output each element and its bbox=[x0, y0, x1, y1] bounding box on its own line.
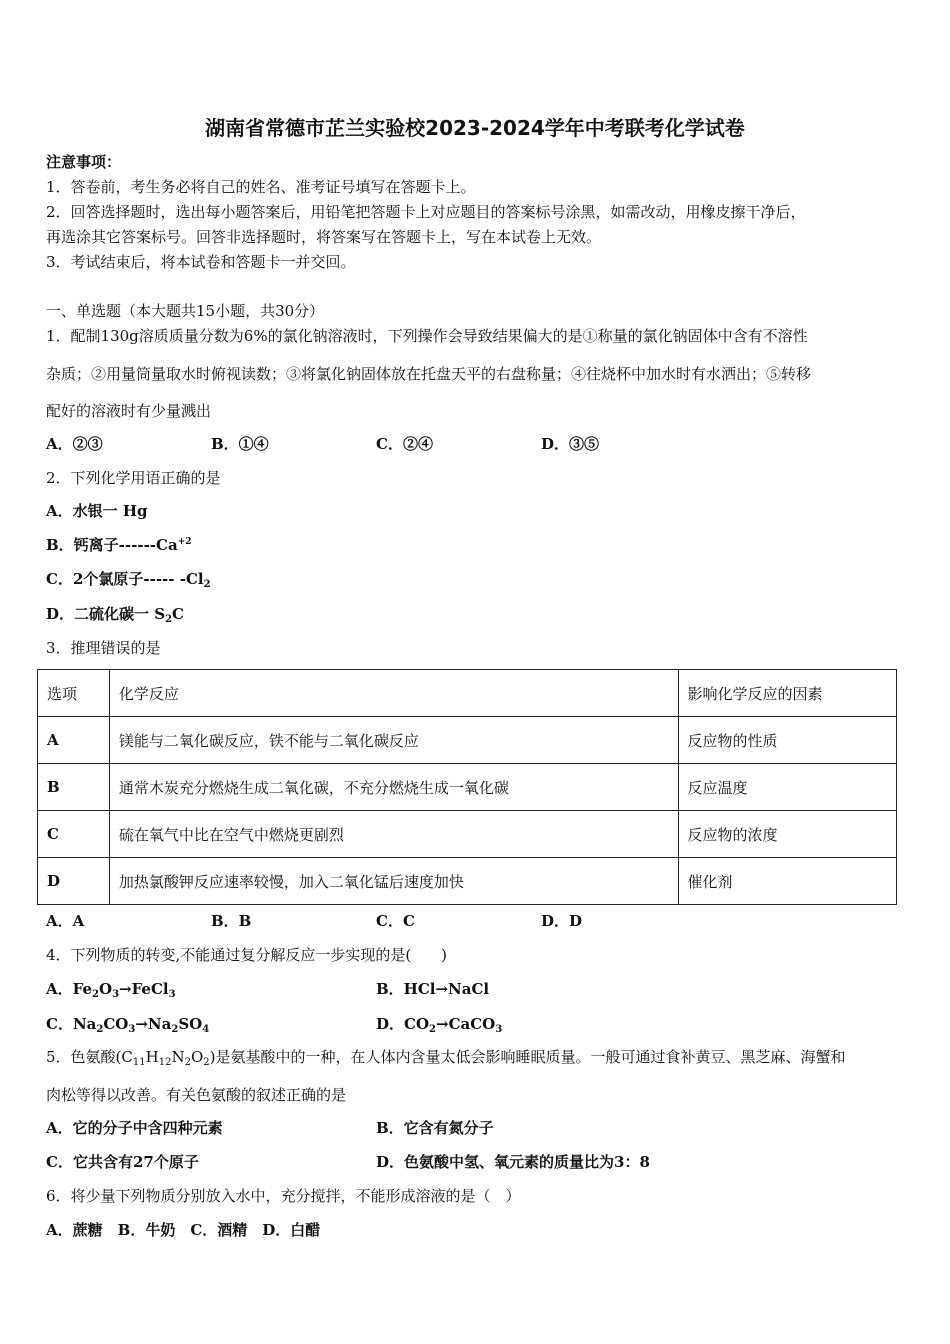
table-cell: 硫在氧气中比在空气中燃烧更剧烈 bbox=[109, 811, 678, 858]
q1-option-c: C．②④ bbox=[376, 435, 433, 453]
q6-stem: 6．将少量下列物质分别放入水中，充分搅拌，不能形成溶液的是（ ） bbox=[46, 1187, 521, 1205]
q6-options: A．蔗糖 B．牛奶 C．酒精 D．白醋 bbox=[46, 1221, 321, 1239]
table-cell: 通常木炭充分燃烧生成二氧化碳，不充分燃烧生成一氧化碳 bbox=[109, 764, 678, 811]
q4-option-d: D．$CO_2\to CaCO_3$ bbox=[376, 1015, 503, 1035]
table-row bbox=[38, 717, 897, 764]
q3-stem: 3．推理错误的是 bbox=[46, 639, 161, 657]
table-row bbox=[38, 858, 897, 905]
table-row bbox=[38, 764, 897, 811]
q2-option-d: D．二硫化碳一 $S_2C$ bbox=[46, 605, 184, 625]
q3-option-d: D．D bbox=[541, 912, 583, 930]
table-cell: B bbox=[38, 764, 110, 811]
q1-stem-line: 1．配制130g溶质质量分数为6%的氯化钠溶液时，下列操作会导致结果偏大的是①称量的氯化钠固体中含有不溶性 bbox=[46, 327, 808, 345]
exam-title: 湖南省常德市芷兰实验校2023-2024学年中考联考化学试卷 bbox=[205, 116, 745, 140]
table-header-cell: 影响化学反应的因素 bbox=[678, 670, 897, 717]
q5-stem: 5．色氨酸$(C_{11}H_{12}N_2O_2)$是氨基酸中的一种，在人体内含量太低会影响睡眠质量。一般可通过食补黄豆、黑芝麻、海蟹和 bbox=[46, 1048, 846, 1068]
table-cell: 镁能与二氧化碳反应，铁不能与二氧化碳反应 bbox=[109, 717, 678, 764]
q1-option-b: B．①④ bbox=[211, 435, 269, 453]
q5-option-c: C．它共含有27个原子 bbox=[46, 1153, 199, 1171]
q1-option-d: D．③⑤ bbox=[541, 435, 600, 453]
q3-table bbox=[37, 669, 897, 905]
table-row bbox=[38, 811, 897, 858]
table-cell: 催化剂 bbox=[678, 858, 897, 905]
q2-option-c: C．2个氯原子----- $-Cl_2$ bbox=[46, 570, 211, 590]
q1-option-a: A．②③ bbox=[46, 435, 103, 453]
table-cell: 加热氯酸钾反应速率较慢，加入二氧化锰后速度加快 bbox=[109, 858, 678, 905]
q1-stem-line: 配好的溶液时有少量溅出 bbox=[46, 402, 212, 420]
notice-item: 1．答卷前，考生务必将自己的姓名、准考证号填写在答题卡上。 bbox=[46, 178, 476, 196]
table-cell: 反应温度 bbox=[678, 764, 897, 811]
q5-option-b: B．它含有氮分子 bbox=[376, 1119, 494, 1137]
q5-option-a: A．它的分子中含四种元素 bbox=[46, 1119, 223, 1137]
table-cell: D bbox=[38, 858, 110, 905]
table-cell: A bbox=[38, 717, 110, 764]
q2-stem: 2．下列化学用语正确的是 bbox=[46, 469, 221, 487]
q4-option-b: B．HCl→NaCl bbox=[376, 980, 490, 998]
q5-stem-line: 肉松等得以改善。有关色氨酸的叙述正确的是 bbox=[46, 1086, 347, 1104]
notice-heading: 注意事项： bbox=[46, 153, 122, 171]
q2-option-a: A．水银一 Hg bbox=[46, 502, 148, 520]
q1-stem-line: 杂质；②用量筒量取水时俯视读数；③将氯化钠固体放在托盘天平的右盘称量；④往烧杯中加水时有水洒出；⑤转移 bbox=[46, 365, 812, 383]
q3-option-a: A．A bbox=[46, 912, 85, 930]
table-header-row bbox=[38, 670, 897, 717]
q4-option-a: A．$Fe_2O_3\to FeCl_3$ bbox=[46, 980, 176, 1000]
table-header-cell: 选项 bbox=[38, 670, 110, 717]
q5-option-d: D．色氨酸中氢、氧元素的质量比为3：8 bbox=[376, 1153, 650, 1171]
q2-option-b: B．钙离子$------Ca^{+2}$ bbox=[46, 536, 192, 554]
notice-item: 2．回答选择题时，选出每小题答案后，用铅笔把答题卡上对应题目的答案标号涂黑，如需改动，用橡皮擦干净后， bbox=[46, 203, 806, 221]
table-cell: 反应物的浓度 bbox=[678, 811, 897, 858]
table-header-cell: 化学反应 bbox=[109, 670, 678, 717]
section-heading: 一、单选题（本大题共15小题，共30分） bbox=[46, 302, 325, 320]
q3-option-c: C．C bbox=[376, 912, 415, 930]
q4-option-c: C．$Na_2CO_3\to Na_2SO_4$ bbox=[46, 1015, 210, 1035]
notice-item: 再选涂其它答案标号。回答非选择题时，将答案写在答题卡上，写在本试卷上无效。 bbox=[46, 228, 602, 246]
q4-stem: 4．下列物质的转变,不能通过复分解反应一步实现的是( ) bbox=[46, 946, 448, 964]
q3-option-b: B．B bbox=[211, 912, 252, 930]
table-cell: C bbox=[38, 811, 110, 858]
table-cell: 反应物的性质 bbox=[678, 717, 897, 764]
notice-item: 3．考试结束后，将本试卷和答题卡一并交回。 bbox=[46, 253, 356, 271]
